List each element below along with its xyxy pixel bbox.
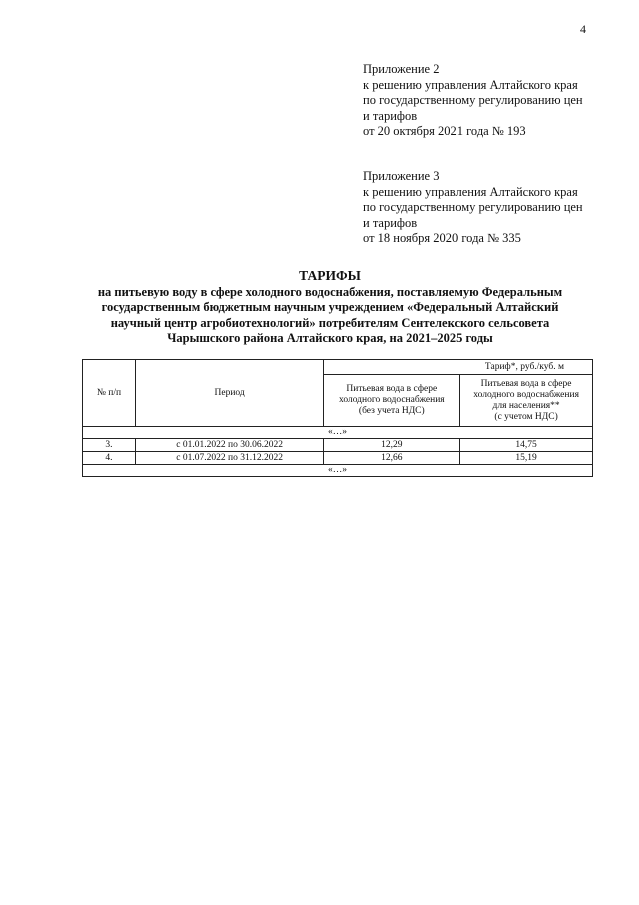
table-row xyxy=(83,452,593,465)
annex-3-line: к решению управления Алтайского края xyxy=(363,184,578,199)
row-period: с 01.01.2022 по 30.06.2022 xyxy=(135,439,324,452)
title-line: государственным бюджетным научным учреждением «Федеральный Алтайский xyxy=(101,300,559,314)
annex-3-line: от 18 ноября 2020 года № 335 xyxy=(363,231,521,245)
header-period: Период xyxy=(135,360,324,427)
annex-2-line: от 20 октября 2021 года № 193 xyxy=(363,124,526,138)
annex-3-line: по государственному регулированию цен xyxy=(363,200,583,214)
document-title xyxy=(80,268,580,347)
annex-2-line: Приложение 2 xyxy=(363,62,440,76)
table-row xyxy=(83,439,593,452)
annex-3-line: Приложение 3 xyxy=(363,169,440,183)
annex-2-line: и тарифов xyxy=(363,108,418,123)
title-line: научный центр агробиотехнологий» потребителям Сентелекского сельсовета xyxy=(110,315,550,330)
header-number: № п/п xyxy=(83,360,136,427)
annex-2-line: по государственному регулированию цен xyxy=(363,93,583,107)
row-number: 4. xyxy=(83,452,136,465)
ellipsis-row: «…» xyxy=(83,465,593,477)
header-without-vat: Питьевая вода в сфере холодного водоснабжения (без учета НДС) xyxy=(324,375,460,427)
title-main: ТАРИФЫ xyxy=(299,268,361,283)
annex-2-block xyxy=(363,62,583,140)
annex-3-block xyxy=(363,169,583,247)
row-without-vat: 12,66 xyxy=(324,452,460,465)
page-number: 4 xyxy=(580,22,586,36)
annex-2-line: к решению управления Алтайского края xyxy=(363,77,578,92)
annex-3-line: и тарифов xyxy=(363,215,418,230)
row-number: 3. xyxy=(83,439,136,452)
row-without-vat: 12,29 xyxy=(324,439,460,452)
row-with-vat: 14,75 xyxy=(460,439,593,452)
row-with-vat: 15,19 xyxy=(460,452,593,465)
header-tariff: Тариф*, руб./куб. м xyxy=(324,360,593,375)
ellipsis-row: «…» xyxy=(83,427,593,439)
title-line: Чарышского района Алтайского края, на 2021–2025 годы xyxy=(167,331,493,345)
row-period: с 01.07.2022 по 31.12.2022 xyxy=(135,452,324,465)
tariff-table xyxy=(82,359,593,477)
title-line: на питьевую воду в сфере холодного водоснабжения, поставляемую Федеральным xyxy=(97,284,563,299)
header-with-vat: Питьевая вода в сфере холодного водоснабжения для населения** (с учетом НДС) xyxy=(460,375,593,427)
